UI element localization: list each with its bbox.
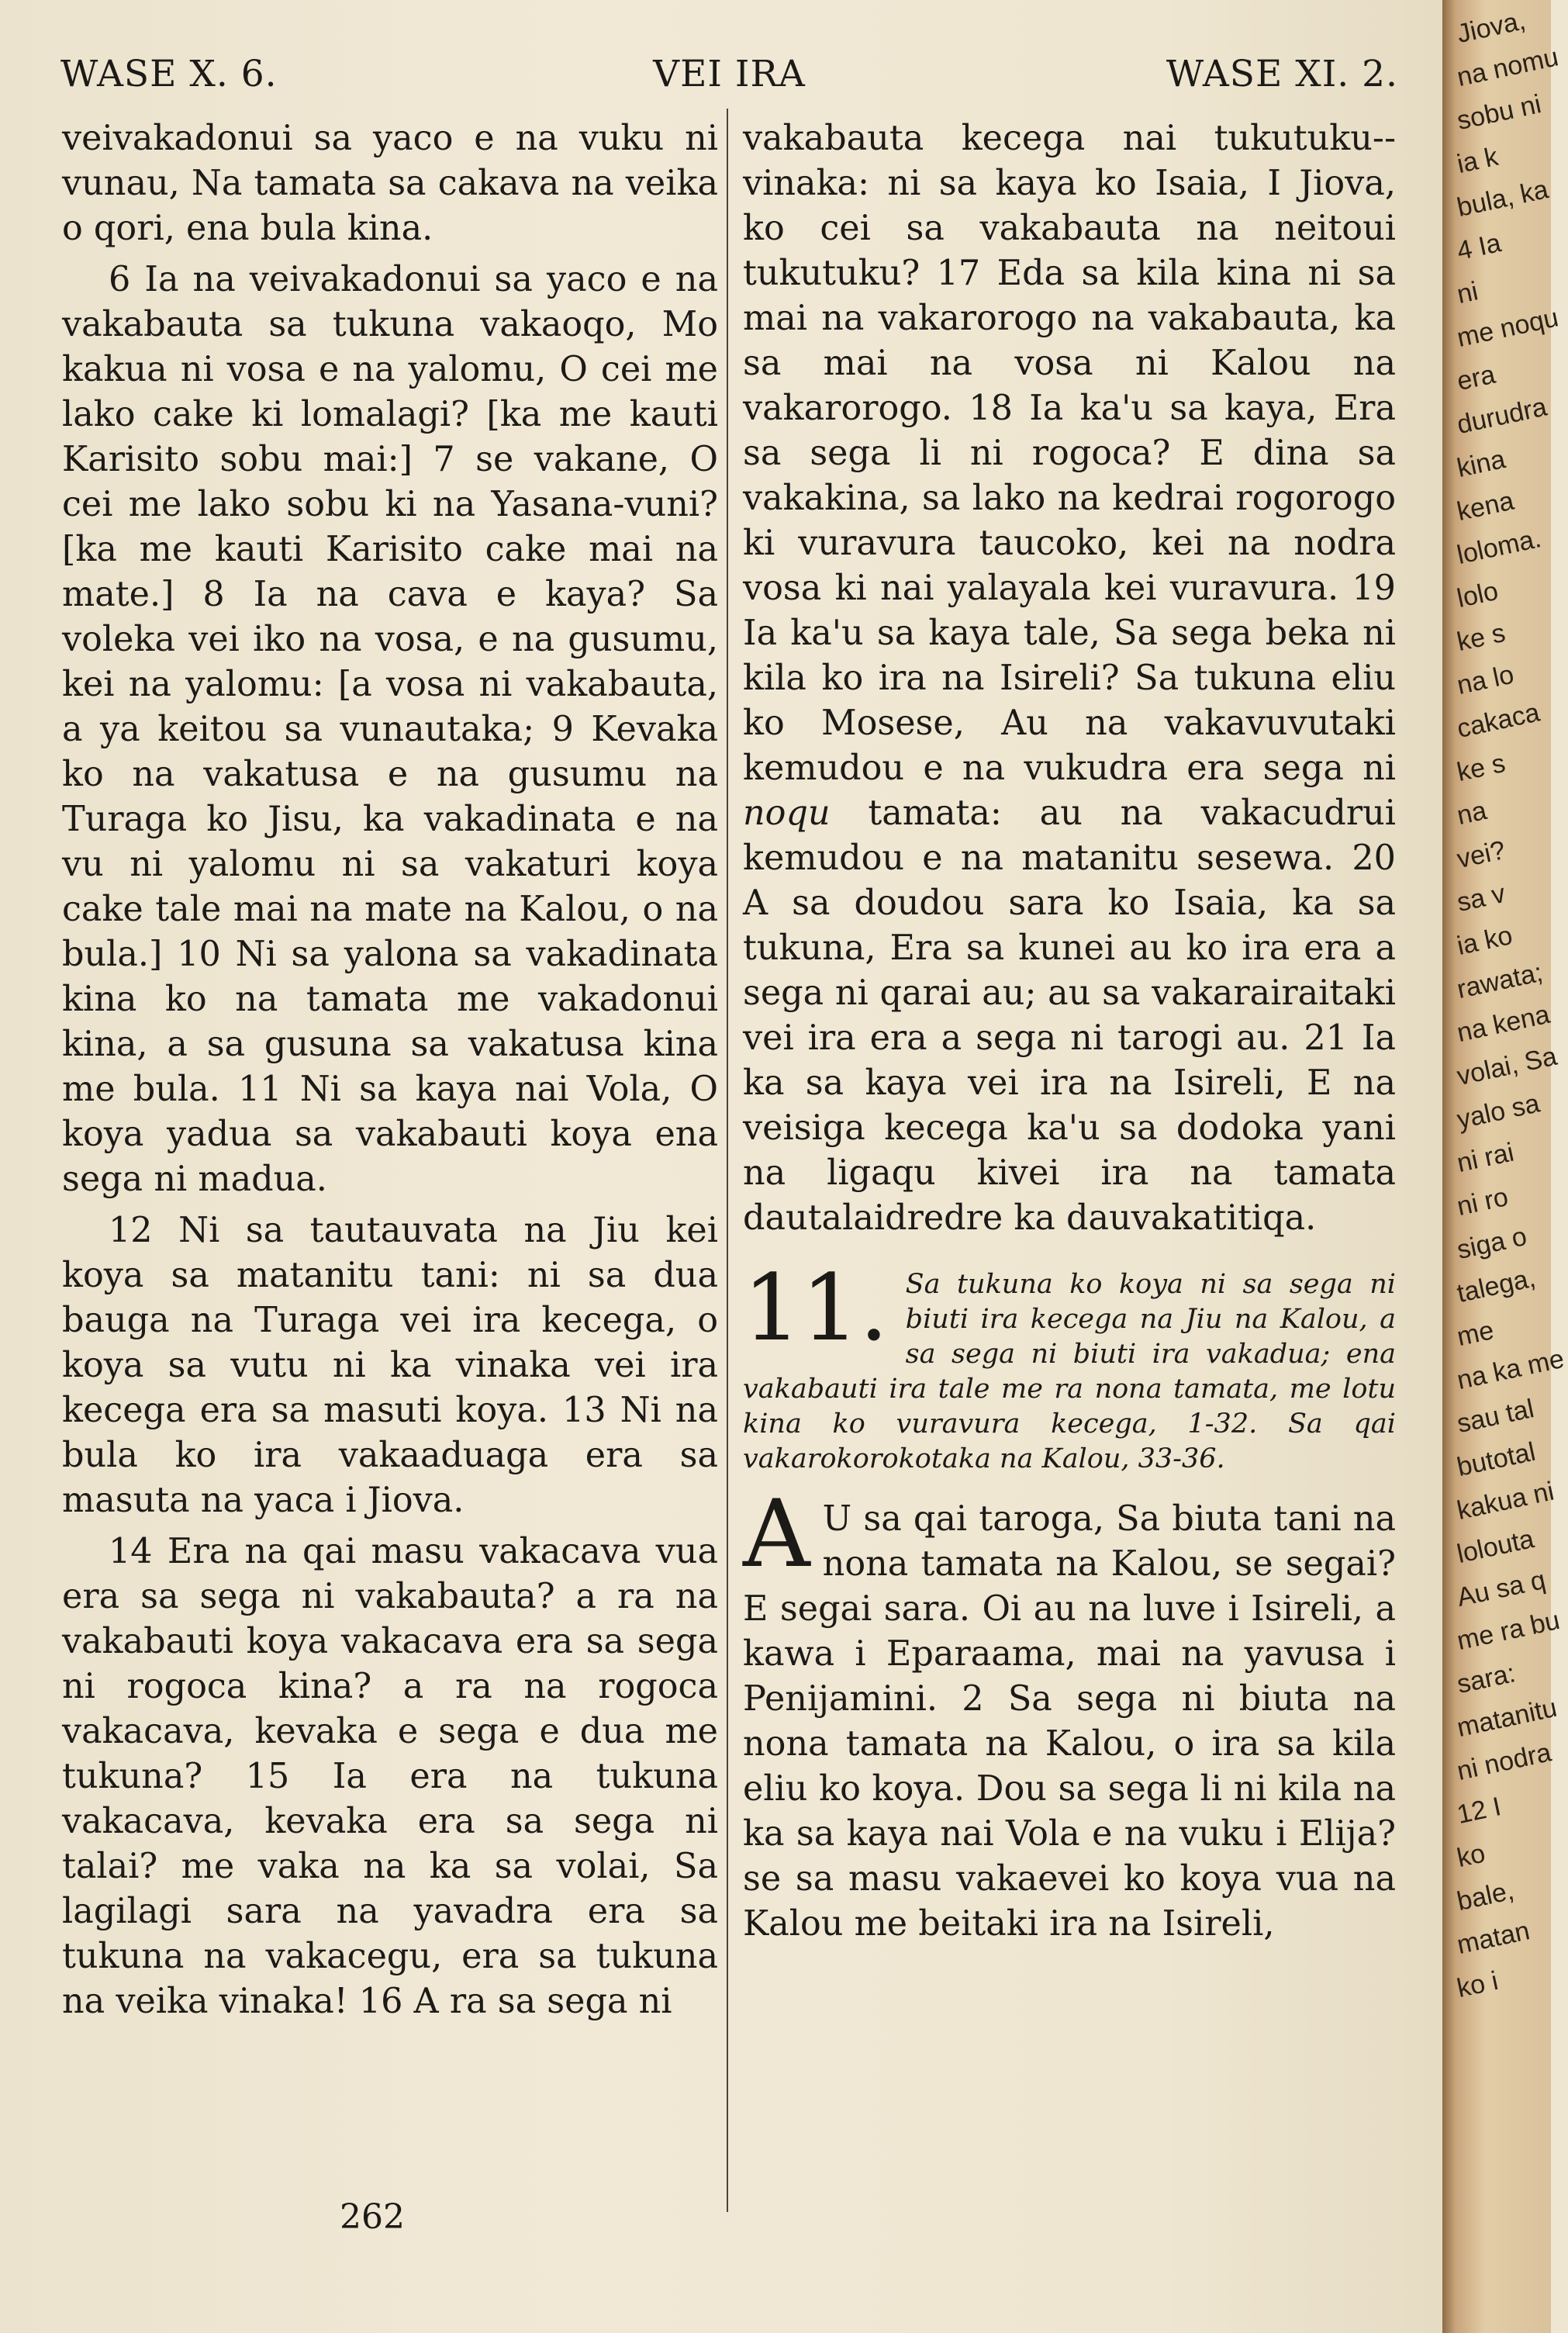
edge-text-line: na lo (1454, 659, 1517, 701)
verse-text: tamata: au na vakacudrui kemudou e na matanitu sesewa. 20 A sa doudou sara ko Isaia, ka sa tukuna, Era sa kunei au ko ira era a sega ni qarai au; au sa vakarairaitaki vei ira era a sega ni tarogi au. 21 Ia ka sa kaya vei ira na Isireli, E na veisiga kecega ka'u sa dodoka yani na ligaqu kivei ira na tamata dautalaidredre ka dauvakatitiqa. (743, 793, 1396, 1238)
paragraph: 14 Era na qai masu vakacava vua era sa sega ni vakabauta? a ra na vakabauti koya vakacava era sa sega ni rogoca kina? a ra na rogoca vakacava, kevaka e sega e dua me tukuna? 15 Ia era na tukuna vakacava, kevaka era sa sega ni talai? me vaka na ka sa volai, Sa lagilagi sara na yavadra era sa tukuna na vakacegu, era sa tukuna na veika vinaka! 16 A ra sa sega ni (62, 1532, 718, 2021)
edge-text-line: ia k (1454, 141, 1501, 180)
edge-text-line: ko i (1454, 1965, 1501, 2004)
edge-text-line: siga o (1454, 1222, 1530, 1266)
edge-text-line: talega, (1454, 1263, 1539, 1309)
header-left-reference: WASE X. 6. (60, 53, 278, 95)
edge-text-line: era (1454, 359, 1498, 397)
edge-text-line: matanitu (1454, 1692, 1560, 1744)
edge-text-line: yalo sa (1454, 1088, 1542, 1135)
edge-text-line: Jiova, (1454, 5, 1528, 50)
edge-text-line: bale, (1454, 1875, 1517, 1917)
edge-text-line: sobu ni (1454, 89, 1544, 137)
summary-rest: a sa sega ni biuti ira vakadua; ena vakabauti ira tale me ra nona tamata, me lotu kina ko vuravura kecega, 1-32. Sa qai vakarokorokotaka na Kalou, 33-36. (743, 1304, 1396, 1474)
edge-text-line: kina (1454, 444, 1508, 484)
edge-text-line: matan (1454, 1916, 1532, 1961)
edge-text-line: me (1454, 1315, 1497, 1353)
paragraph: veivakadonui sa yaco e na vuku ni vunau, Na tamata sa cakava na veika o qori, ena bula kina. (62, 119, 718, 248)
chapter-body (743, 1481, 1396, 1947)
edge-text-line: Au sa q (1454, 1564, 1549, 1613)
italic-word: noqu (743, 793, 831, 833)
edge-text-line: 12 I (1454, 1792, 1504, 1830)
edge-text-line: ni rai (1454, 1137, 1517, 1179)
edge-text-line: butotal (1454, 1436, 1539, 1483)
edge-text-line: sau tal (1454, 1394, 1537, 1440)
drop-cap: A (743, 1481, 810, 1588)
edge-text-line: lolo (1454, 575, 1501, 614)
edge-text-line: kakua ni (1454, 1476, 1557, 1526)
edge-text-line: ko (1454, 1838, 1488, 1874)
verse-text: vakabauta kecega nai tukutuku--vinaka: ni sa kaya ko Isaia, I Jiova, ko cei sa vakabauta na neitoui tukutuku? 17 Eda sa kila kina ni sa mai na vakarorogo na vakabauta, ka sa mai na vosa ni Kalou na vakarorogo. 18 Ia ka'u sa kaya, Era sa sega li ni rogoca? E dina sa vakakina, sa lako na kedrai rogorogo ki vuravura taucoko, kei na nodra vosa ki nai yalayala kei vuravura. 19 Ia ka'u sa kaya tale, Sa sega beka ni kila ko ira na Isireli? Sa tukuna eliu ko Mosese, Au na vakavuvutaki kemudou e na vukudra era sega ni (743, 119, 1396, 788)
edge-text-line: ni (1454, 276, 1481, 310)
edge-text-line: na nomu (1454, 42, 1561, 93)
edge-text-line: ke s (1454, 748, 1508, 788)
edge-text-line: cakaca (1454, 697, 1542, 745)
edge-text-line: volai, Sa (1454, 1041, 1560, 1092)
paragraph: 12 Ni sa tautauvata na Jiu kei koya sa matanitu tani: ni sa dua bauga na Turaga vei ira kecega, o koya sa vutu ni ka vinaka vei ira kecega era sa masuti koya. 13 Ni na bula ko ira vakaaduaga era sa masuta na yaca i Jiova. (62, 1211, 718, 1520)
paragraph: 6 Ia na veivakadonui sa yaco e na vakabauta sa tukuna vakaoqo, Mo kakua ni vosa e na yalomu, O cei me lako cake ki lomalagi? [ka me kauti Karisito sobu mai:] 7 se vakane, O cei me lako sobu ki na Yasana-vuni? [ka me kauti Karisito cake mai na mate.] 8 Ia na cava e kaya? Sa voleka vei iko na vosa, e na gusumu, kei na yalomu: [a vosa ni vakabauta, a ya keitou sa vunautaka; 9 Kevaka ko na vakatusa e na gusumu na Turaga ko Jisu, ka vakadinata e na vu ni yalomu ni sa vakaturi koya cake tale mai na mate na Kalou, o na bula.] 10 Ni sa yalona sa vakadinata kina ko na tamata me vakadonui kina, a sa gusuna sa vakatusa kina me bula. 11 Ni sa kaya nai Vola, O koya yadua sa vakabauti koya ena sega ni madua. (62, 260, 718, 1199)
summary-first-line: Sa tukuna ko koya ni sa sega ni biuti ira kecega na Jiu na Kalou, (905, 1269, 1396, 1335)
left-column (62, 116, 718, 2024)
edge-text-line: rawata; (1454, 957, 1546, 1005)
edge-text-line: ke s (1454, 617, 1508, 658)
edge-text-line: loloma. (1454, 524, 1544, 571)
paragraph (743, 116, 1396, 1241)
chapter-summary (743, 1254, 1396, 1477)
header-right-reference: WASE XI. 2. (1166, 53, 1398, 95)
right-column (743, 116, 1396, 1947)
next-page-edge (1442, 0, 1567, 2333)
edge-text-line: sara: (1454, 1658, 1518, 1700)
column-divider (727, 109, 728, 2212)
running-header (60, 53, 1398, 107)
chapter-number: 11. (743, 1254, 889, 1361)
edge-text-line: ni ro (1454, 1182, 1511, 1222)
edge-text-line: lolouta (1454, 1524, 1537, 1570)
edge-text-line: kena (1454, 486, 1517, 527)
header-book-title: VEI IRA (653, 53, 806, 95)
edge-text-line: ia ko (1454, 920, 1515, 962)
edge-text-line: na kena (1454, 999, 1552, 1049)
edge-text-line: na (1454, 796, 1490, 831)
chapter-body-text: U sa qai taroga, Sa biuta tani na nona tamata na Kalou, se segai? E segai sara. Oi au na luve i Isireli, a kawa i Eparaama, mai na yavusa i Penijamini. 2 Sa sega ni biuta na nona tamata na Kalou, o ira sa kila eliu ko koya. Dou sa sega li ni kila na ka sa kaya nai Vola e na vuku i Elija? se sa masu vakaevei ko koya vua na Kalou me beitaki ira na Isireli, (743, 1499, 1396, 1944)
edge-text-line: 4 Ia (1454, 228, 1504, 267)
edge-text-line: bula, ka (1454, 175, 1551, 223)
edge-text-line: ni nodra (1454, 1737, 1554, 1787)
next-page-edge-text (1442, 5, 1567, 2013)
edge-text-line: sa v (1454, 878, 1508, 918)
edge-text-line: na ka me (1454, 1343, 1567, 1396)
edge-text-line: durudra (1454, 392, 1550, 441)
edge-text-line: me noqu (1454, 302, 1561, 354)
page-number: 262 (340, 2197, 405, 2237)
edge-text-line: me ra bu (1454, 1605, 1563, 1657)
edge-text-line: vei? (1454, 835, 1508, 875)
